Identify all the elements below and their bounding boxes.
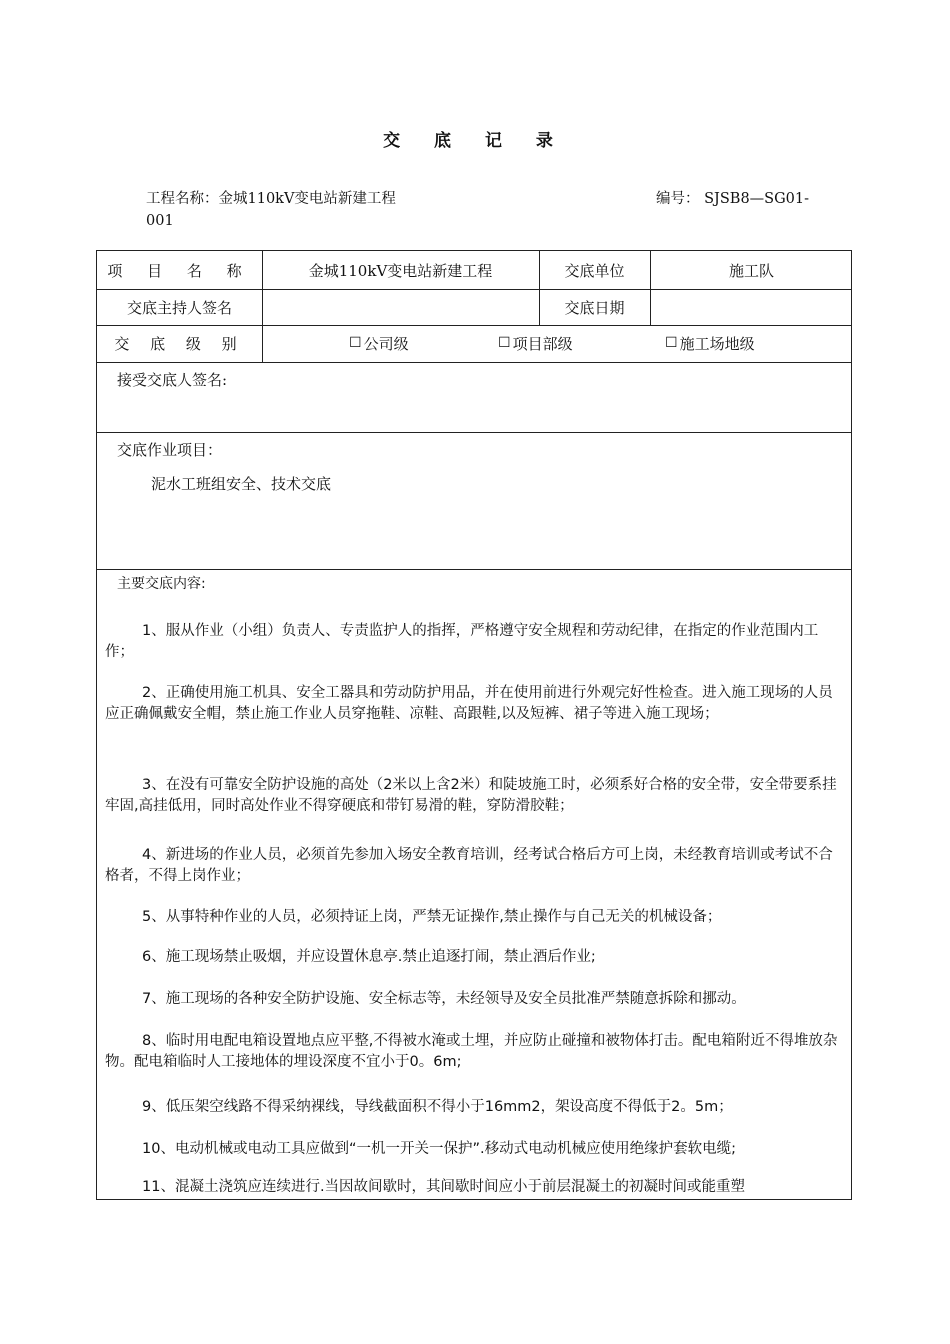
briefing-level-label: 交 底 级 别 bbox=[114, 335, 245, 353]
checkbox-icon: ☐ bbox=[665, 335, 678, 351]
content-paragraph: 7、施工现场的各种安全防护设施、安全标志等，未经领导及安全员批准严禁随意拆除和挪动。 bbox=[142, 991, 746, 1007]
level-option-label: 公司级 bbox=[363, 334, 409, 353]
record-table bbox=[96, 250, 852, 1200]
content-paragraph: 8、临时用电配电箱设置地点应平整,不得被水淹或土埋，并应防止碰撞和被物体打击。配电箱附近不得堆放杂物。配电箱临时人工接地体的埋设深度不宜小于0。6m; bbox=[105, 1033, 838, 1070]
main-content-label: 主要交底内容: bbox=[117, 576, 206, 592]
project-name-label: 项 目 名 称 bbox=[107, 261, 252, 280]
project-name-line: 工程名称：金城110kV变电站新建工程 bbox=[146, 191, 396, 207]
issuing-unit-value: 施工队 bbox=[728, 261, 774, 280]
work-item-value: 泥水工班组安全、技术交底 bbox=[151, 475, 332, 493]
level-option-company[interactable] bbox=[349, 327, 409, 359]
document-number: 编号： SJSB8—SG01- bbox=[656, 191, 810, 207]
briefing-date-field[interactable] bbox=[650, 289, 853, 325]
host-signature-field[interactable] bbox=[262, 289, 539, 325]
content-paragraph: 6、施工现场禁止吸烟，并应设置休息亭.禁止追逐打闹，禁止酒后作业; bbox=[142, 949, 596, 965]
table-rule bbox=[97, 432, 851, 433]
content-paragraph: 5、从事特种作业的人员，必须持证上岗，严禁无证操作,禁止操作与自己无关的机械设备； bbox=[142, 909, 722, 925]
level-option-site[interactable] bbox=[665, 327, 755, 359]
checkbox-icon: ☐ bbox=[498, 335, 511, 351]
table-rule bbox=[97, 569, 851, 570]
issuing-unit-label: 交底单位 bbox=[564, 261, 625, 280]
project-name-value: 金城110kV变电站新建工程 bbox=[308, 261, 493, 280]
briefing-date-label: 交底日期 bbox=[564, 298, 625, 317]
level-option-label: 施工场地级 bbox=[679, 334, 755, 353]
content-paragraph: 1、服从作业（小组）负责人、专责监护人的指挥，严格遵守安全规程和劳动纪律，在指定的作业范围内工作； bbox=[105, 623, 819, 660]
content-paragraph: 3、在没有可靠安全防护设施的高处（2米以上含2米）和陡坡施工时，必须系好合格的安全带，安全带要系挂牢固,高挂低用，同时高处作业不得穿硬底和带钉易滑的鞋，穿防滑胶鞋； bbox=[105, 777, 837, 814]
document-title: 交 底 记 录 bbox=[383, 131, 567, 151]
document-number-tail: 001 bbox=[146, 213, 174, 229]
content-paragraph: 11、混凝土浇筑应连续进行.当因故间歇时，其间歇时间应小于前层混凝土的初凝时间或能重塑 bbox=[142, 1179, 746, 1195]
table-rule bbox=[97, 362, 851, 363]
content-paragraph: 10、电动机械或电动工具应做到“一机一开关一保护”.移动式电动机械应使用绝缘护套软电缆; bbox=[142, 1141, 736, 1157]
content-paragraph: 4、新进场的作业人员，必须首先参加入场安全教育培训，经考试合格后方可上岗，未经教育培训或考试不合格者，不得上岗作业； bbox=[105, 847, 833, 884]
content-paragraph: 2、正确使用施工机具、安全工器具和劳动防护用品，并在使用前进行外观完好性检查。进入施工现场的人员应正确佩戴安全帽，禁止施工作业人员穿拖鞋、凉鞋、高跟鞋,以及短裤、裙子等进入施工现场； bbox=[105, 685, 833, 722]
level-option-project-dept[interactable] bbox=[498, 327, 573, 359]
checkbox-icon: ☐ bbox=[349, 335, 362, 351]
content-paragraph: 9、低压架空线路不得采纳裸线，导线截面积不得小于16mm2，架设高度不得低于2。5m； bbox=[142, 1099, 733, 1115]
work-item-label: 交底作业项目： bbox=[117, 441, 223, 459]
receiver-signature-label: 接受交底人签名: bbox=[117, 371, 228, 389]
host-signature-label: 交底主持人签名 bbox=[126, 298, 232, 317]
level-option-label: 项目部级 bbox=[512, 334, 573, 353]
